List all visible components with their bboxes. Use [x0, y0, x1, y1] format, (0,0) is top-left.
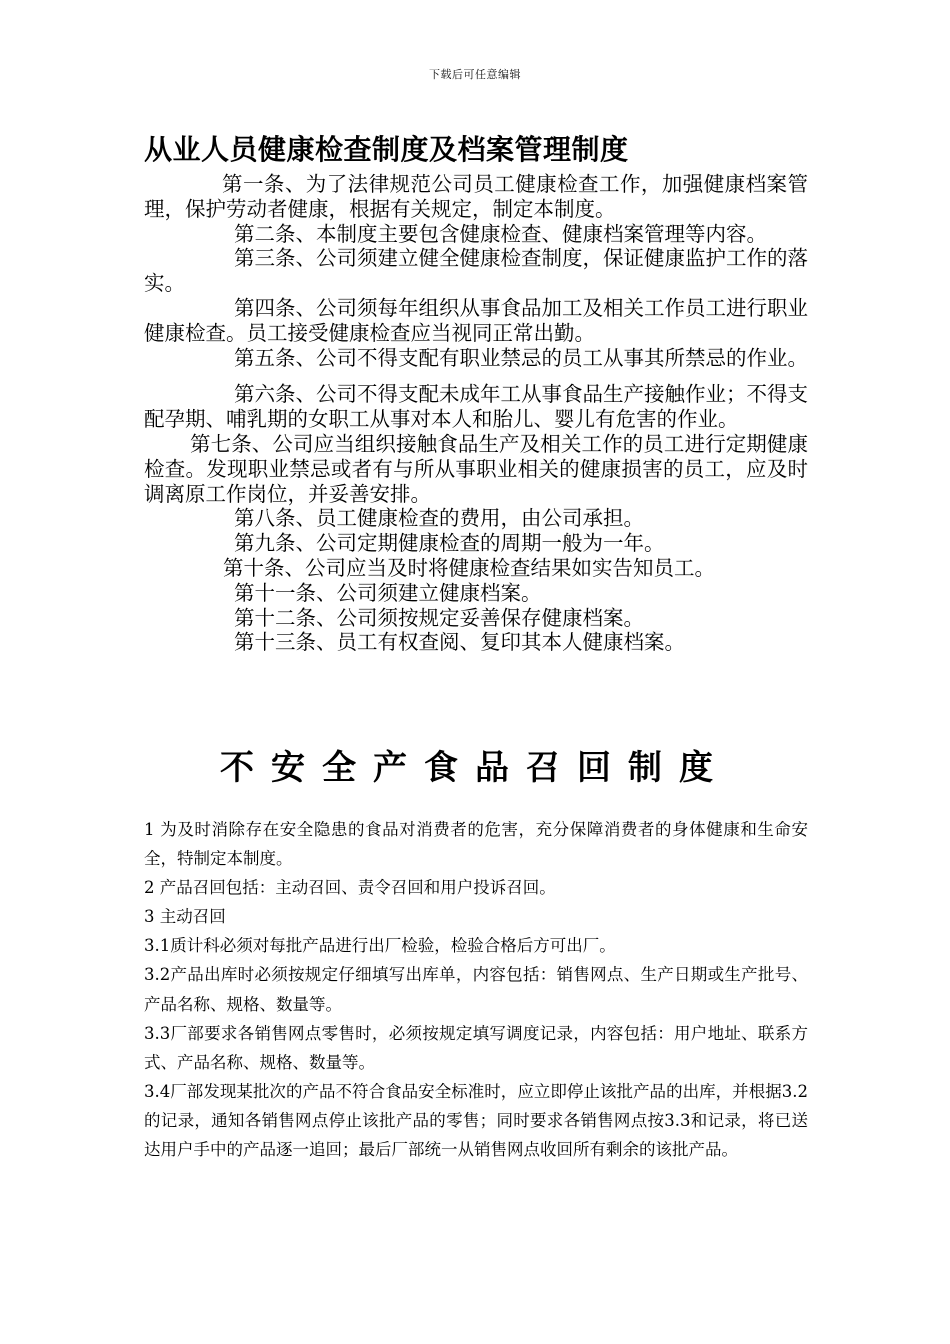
section2-title: 不安全产食品召回制度: [220, 748, 730, 788]
section1-body: [144, 172, 808, 655]
article-8: 第八条、员工健康检查的费用，由公司承担。: [234, 506, 644, 531]
article-11: 第十一条、公司须建立健康档案。: [234, 580, 542, 605]
section1-title: 从业人员健康检查制度及档案管理制度: [144, 133, 629, 166]
item-3-1: 3.1质计科必须对每批产品进行出厂检验，检验合格后方可出厂。: [144, 936, 616, 956]
article-6: 第六条、公司不得支配未成年工从事食品生产接触作业；不得支配孕期、哺乳期的女职工从事对本人和胎儿、婴儿有危害的作业。: [144, 382, 808, 432]
item-3-4: 3.4厂部发现某批次的产品不符合食品安全标准时，应立即停止该批产品的出库，并根据3.2的记录，通知各销售网点停止该批产品的零售；同时要求各销售网点按3.3和记录，将已送达用户手中的产品逐一追回；最后厂部统一从销售网点收回所有剩余的该批产品。: [144, 1081, 808, 1160]
header-note: 下载后可任意编辑: [429, 68, 521, 81]
item-1: 1 为及时消除存在安全隐患的食品对消费者的危害，充分保障消费者的身体健康和生命安全，特制定本制度。: [144, 820, 808, 869]
article-9: 第九条、公司定期健康检查的周期一般为一年。: [234, 531, 665, 556]
article-5: 第五条、公司不得支配有职业禁忌的员工从事其所禁忌的作业。: [234, 345, 808, 370]
item-3-2: 3.2产品出库时必须按规定仔细填写出库单，内容包括：销售网点、生产日期或生产批号、产品名称、规格、数量等。: [144, 965, 808, 1014]
article-7: 第七条、公司应当组织接触食品生产及相关工作的员工进行定期健康检查。发现职业禁忌或者有与所从事职业相关的健康损害的员工，应及时调离原工作岗位，并妥善安排。: [144, 431, 808, 506]
section2-body: [144, 815, 808, 1164]
article-3: 第三条、公司须建立健全健康检查制度，保证健康监护工作的落实。: [144, 246, 808, 296]
item-3-3: 3.3厂部要求各销售网点零售时，必须按规定填写调度记录，内容包括：用户地址、联系方式、产品名称、规格、数量等。: [144, 1023, 808, 1072]
article-1: 第一条、为了法律规范公司员工健康检查工作，加强健康档案管理，保护劳动者健康，根据有关规定，制定本制度。: [144, 172, 808, 221]
article-13: 第十三条、员工有权查阅、复印其本人健康档案。: [234, 630, 685, 655]
article-2: 第二条、本制度主要包含健康检查、健康档案管理等内容。: [234, 221, 767, 246]
item-3: 3 主动召回: [144, 907, 226, 927]
article-12: 第十二条、公司须按规定妥善保存健康档案。: [234, 605, 644, 630]
article-10: 第十条、公司应当及时将健康检查结果如实告知员工。: [223, 555, 715, 580]
item-2: 2 产品召回包括：主动召回、责令召回和用户投诉召回。: [144, 878, 556, 898]
article-4: 第四条、公司须每年组织从事食品加工及相关工作员工进行职业健康检查。员工接受健康检查应当视同正常出勤。: [144, 295, 808, 345]
